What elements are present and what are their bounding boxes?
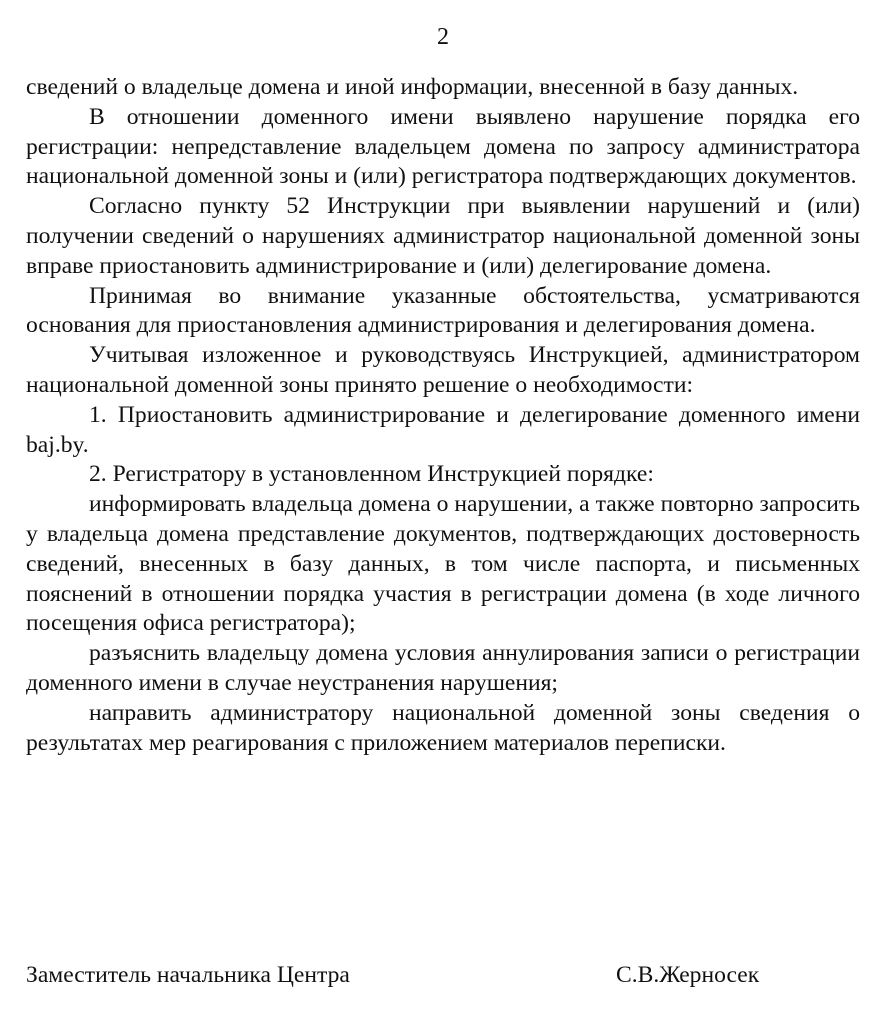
registrar-task-explain: разъяснить владельцу домена условия аннулирования записи о регистрации доменного имени в случае неустранения нарушения; (26, 640, 860, 696)
document-page (26, 0, 860, 1024)
registrar-task-inform: информировать владельца домена о нарушении, а также повторно запросить у владельца домена представление документов, подтверждающих достоверность сведений, внесенных в базу данных, в том числе паспорта, и письменных пояснений в отношении порядка участия в регистрации домена (в ходе личного посещения офиса регистратора); (26, 491, 860, 637)
paragraph-instruction-52: Согласно пункту 52 Инструкции при выявлении нарушений и (или) получении сведений о нарушениях администратор национальной доменной зоны вправе приостановить администрирование и (или) делегирование домена. (26, 193, 860, 279)
decision-item-1: 1. Приостановить администрирование и делегирование доменного имени baj.by. (26, 401, 860, 458)
registrar-task-report: направить администратору национальной доменной зоны сведения о результатах мер реагирования с приложением материалов переписки. (26, 699, 860, 756)
paragraph-decision: Учитывая изложенное и руководствуясь Инструкцией, администратором национальной доменной зоны принято решение о необходимости: (26, 342, 860, 398)
signatory-name: С.В.Жерносек (616, 962, 760, 988)
document-body (26, 73, 860, 758)
paragraph-grounds: Принимая во внимание указанные обстоятельства, усматриваются основания для приостановления администрирования и делегирования домена. (26, 282, 860, 339)
page-number: 2 (437, 24, 449, 50)
paragraph-violation: В отношении доменного имени выявлено нарушение порядка его регистрации: непредставление владельцем домена по запросу администратора национальной доменной зоны и (или) регистратора подтверждающих документов. (26, 103, 860, 190)
paragraph-continuation: сведений о владельце домена и иной информации, внесенной в базу данных. (26, 74, 799, 100)
signatory-title: Заместитель начальника Центра (26, 962, 350, 988)
decision-item-2: 2. Регистратору в установленном Инструкцией порядке: (89, 461, 654, 488)
